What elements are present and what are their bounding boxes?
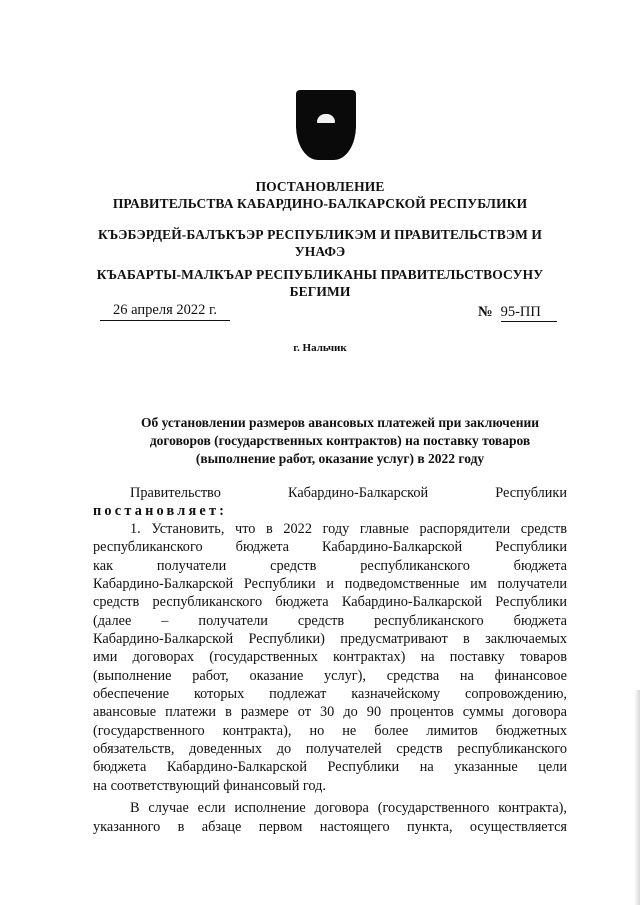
body-line: В случае если исполнение договора (государственного контракта), xyxy=(130,800,567,816)
body-line: как получатели средств республиканского бюджета xyxy=(93,558,567,574)
issuer-heading-russian: ПРАВИТЕЛЬСТВА КАБАРДИНО-БАЛКАРСКОЙ РЕСПУБЛИКИ xyxy=(112,196,528,211)
body-line: Правительство Кабардино-Балкарской Республики xyxy=(130,485,567,501)
body-line: (государственного контракта), но не более лимитов бюджетных xyxy=(93,723,567,739)
body-line: ими договорах (государственных контрактах) на поставку товаров xyxy=(93,649,567,665)
coat-of-arms-emblem xyxy=(296,90,356,160)
body-line: средств республиканского бюджета Кабардино-Балкарской Республики xyxy=(93,594,567,610)
document-title-line2: договоров (государственных контрактов) на поставку товаров xyxy=(149,433,531,448)
emblem-mountain-shape xyxy=(317,114,335,123)
body-line: (далее – получатели средств республиканского бюджета xyxy=(93,613,567,629)
body-line: авансовые платежи в размере от 30 до 90 процентов суммы договора xyxy=(93,704,567,720)
body-line: 1. Установить, что в 2022 году главные распорядители средств xyxy=(130,521,567,537)
document-number: 95-ПП xyxy=(501,304,557,322)
document-number-block xyxy=(478,304,557,322)
issuer-heading-balkar-line2: БЕГИМИ xyxy=(289,284,351,299)
body-line: указанного в абзаце первом настоящего пункта, осуществляется xyxy=(93,819,567,835)
body-line: обязательств, доведенных до получателей средств республиканского xyxy=(93,741,567,757)
body-line: республиканского бюджета Кабардино-Балкарской Республики xyxy=(93,539,567,555)
issuer-heading-balkar-line1: КЪАБАРТЫ-МАЛКЪАР РЕСПУБЛИКАНЫ ПРАВИТЕЛЬСТВОСУНУ xyxy=(96,267,544,282)
document-city: г. Нальчик xyxy=(293,342,347,354)
issuer-heading-kabardian-line2: УНАФЭ xyxy=(294,244,346,259)
document-title-line1: Об установлении размеров авансовых платежей при заключении xyxy=(140,415,540,430)
body-line: (выполнение работ, оказание услуг), средства на финансовое xyxy=(93,668,567,684)
number-sign: № xyxy=(478,304,493,320)
scan-edge-shadow xyxy=(634,690,640,905)
body-line: Кабардино-Балкарской Республики) предусматривают в заключаемых xyxy=(93,631,567,647)
body-line: Кабардино-Балкарской Республики и подведомственные им получатели xyxy=(93,576,567,592)
body-line: на соответствующий финансовый год. xyxy=(93,778,327,794)
body-line: обеспечение которых подлежат казначейскому сопровождению, xyxy=(93,686,567,702)
document-title-line3: (выполнение работ, оказание услуг) в 2022 году xyxy=(195,451,485,466)
document-type-heading: ПОСТАНОВЛЕНИЕ xyxy=(255,179,385,194)
body-line-resolves: постановляет: xyxy=(93,503,228,519)
document-date: 26 апреля 2022 г. xyxy=(100,302,230,321)
body-line: бюджета Кабардино-Балкарской Республики на указанные цели xyxy=(93,759,567,775)
issuer-heading-kabardian-line1: КЪЭБЭРДЕЙ-БАЛЪКЪЭР РЕСПУБЛИКЭМ И ПРАВИТЕЛЬСТВЭМ И xyxy=(97,227,543,242)
